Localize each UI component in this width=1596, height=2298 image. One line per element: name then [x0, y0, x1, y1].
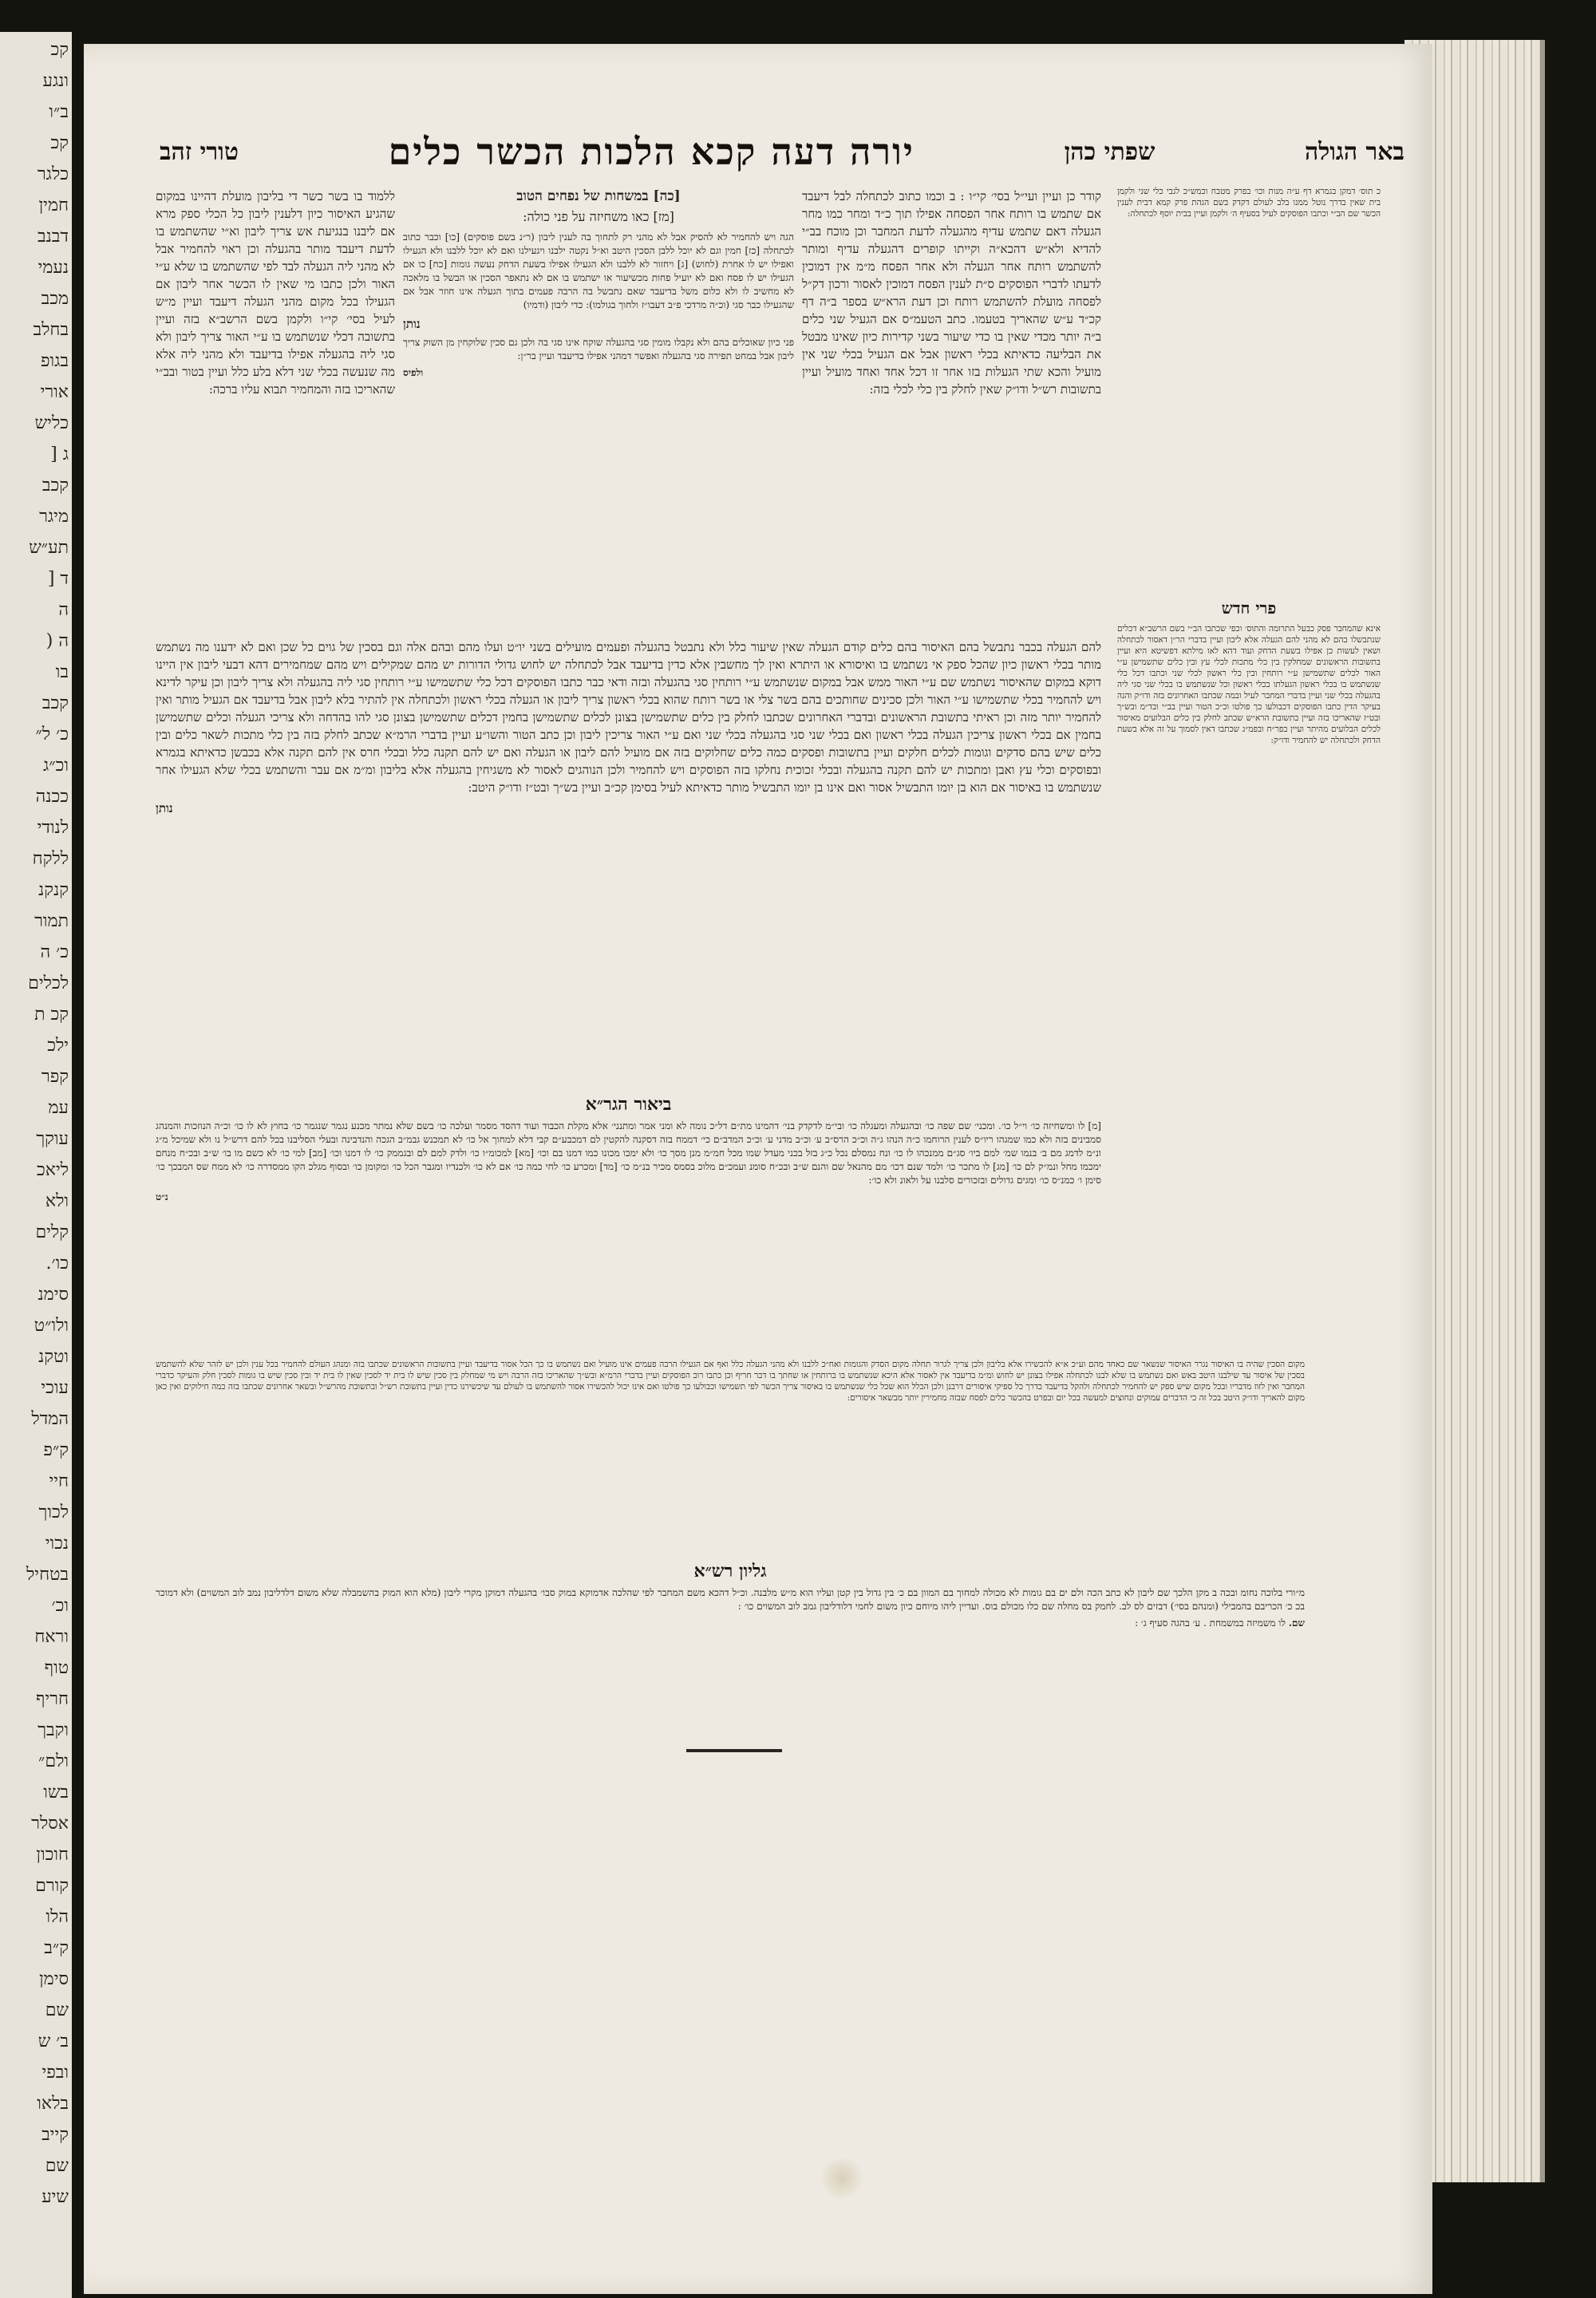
facing-page-line: קכ	[50, 133, 69, 153]
header-shach: שפתי כהן	[1064, 137, 1156, 166]
facing-page-line: ה (	[45, 631, 69, 651]
facing-page-line: מיגר	[39, 507, 69, 527]
facing-page-line: קכב	[41, 476, 69, 496]
facing-page-line: בחלב	[33, 320, 69, 340]
paper-stain	[818, 2158, 866, 2198]
facing-page-line: ה	[58, 600, 69, 620]
facing-page-line: ולו״ט	[34, 1316, 69, 1336]
facing-page-line: קפר	[41, 1067, 69, 1087]
facing-page-line: בו	[55, 662, 69, 682]
biur-hagra-section	[156, 1089, 1101, 1352]
facing-page-line: ונגע	[42, 71, 69, 91]
mishnah-text: הגה ויש להחמיר לא להסיק אבל לא מהני רק לתחוך בה לענין ליבון (ר״נ בשם פוסקים) [כו] וכבר כתוב לכתחלה [כז] חמין וגם לא יוכל ללבן הסכין היטב וא״ל נקטה ילבנו ויגעילנו ואם לא יוכל ללבנו ולא הגעילו ואפילו יש לו אחרת (לחוש) [ג] ויחזור לא ללבנו ולא הגעילו אפילו בשעת הדחק נעשה גומות [כח] כו אם הגעילו יש לו פסח ואם לא יועיל פחות מכשיעור או ישתמש בו אם לא נתאפר הסכין או הבשל בו מלאכה לא מחשיב לו ולא כלום משל בדיעבד שאם נתבשל בה הרבה פעמים בתוך הגעלה אינו חוזר אבל אם שהגעילו כבר סגי (וכ״ה מרדכי פ״ב דעבו״ז ולחוך בגולמו): כדי ליבון (ודמיו)	[403, 231, 794, 310]
facing-page-line: שם	[45, 2000, 69, 2020]
facing-page-line: ולם״	[38, 1751, 69, 1771]
facing-page-line: בלאו	[37, 2094, 69, 2114]
facing-page-line: ב״ו	[49, 102, 69, 122]
facing-page-line: ג [	[50, 444, 69, 464]
mishnah-subtitle: על פני כולה:	[523, 209, 586, 224]
facing-page-line: קכב	[41, 693, 69, 713]
facing-page-line: עוקך	[36, 1129, 69, 1149]
facing-page-line: חיי	[49, 1471, 69, 1491]
facing-page-line: לכוך	[38, 1502, 69, 1522]
facing-page-line: קלים	[35, 1222, 69, 1242]
beer-hagolah-text: כ תוס׳ דמקן בגמרא דף ע״ה מנות וכו׳ בפרק מטבח וכמש״כ לגבי כלי שני ולקמן בית שאין בדרך נוטל ממנו בלב לעולם דקדק בשם הגהת פרק קמא דבית לענין הכשר שם הב״י וכתבו הפוסקים לעיל בסעיף ה׳ ולקמן ועיין בבית יוסף לכתחלה:	[1117, 187, 1381, 219]
facing-page-line: בטחיל	[26, 1565, 69, 1585]
facing-page-line: וקבך	[38, 1720, 69, 1740]
mishnah-signoff: נותן	[403, 317, 421, 331]
pri-chadash-heading: פרי חדש	[1221, 598, 1277, 618]
main-commentary-text: להם הגעלה בכבר נתבשל בהם האיסור בהם כלים קודם הגעלה שאין שיעור כלל ולא נתבטל בהגעלה ופעמים מועילים בשני יו״ט ועלו מהם ובהם אלה וגם בסכין של גוים כל שכן ואם לא ידענו מה נשתמש מותר בכלי ראשון כיון שהכל ספק אי נשתמש בו ואיסורא או היתרא ואין לך מחשבין אלא כדין בדיעבד אבל לכתחלה יש לחוש גדולי הדורות יש מהם שמקילים ויש מהם שמחמירים דהא דבעי ליבון אין היינו דוקא במקום שהאיסור נשתמש שם ע״י האור ממש אבל במקום שנשתמש ע״י רותחין סגי בהגעלה ובזה ודאי כבר כתבו הפוסקים דכל כלי שתשמישו ע״י רותחין סגי ליה בהגעלה ולא צריך ליבון וכן עיקר לדינא ויש להחמיר בכלי שתשמישו ע״י האור ולכן סכינים שחותכים בהם בשר צלי או בשר רותח שהוא בכלי ראשון צריך ליבון או הגעלה בכלי ראשון ולכתחלה אין להתיר בלא ליבון אבל בדיעבד אם הגעיל מותר ואין להחמיר יותר מזה וכן ראיתי בתשובת הראשונים ובדברי האחרונים שכתבו לחלק בין כלים שתשמישן בצונן לכלים שתשמישן בחמין דכלים שתשמישן בצונן סגי להו בהדחה ולא צריכי הגעלה וכלים שתשמישן בחמין אם בכלי ראשון צריכין הגעלה בכלי ראשון ואם בכלי שני סגי בהגעלה בכלי שני ואם ע״י האור צריכין ליבון וכן כתב הטור והשו״ע ועיין בדברי הרמ״א שכתב לחלק בזה בין כלי מתכות לשאר כלים ובין כלים שיש בהם סדקים וגומות לכלים חלקים ועיין בתשובות ופסקים כמה כלים שחלוקים בזה אם מועיל להם ליבון או הגעלה ואם יש להם תקנה כלל ובכלי חרס אין להם תקנה אלא בכבשן כדאיתא בגמרא ובפוסקים וכלי עץ ואבן ומתכות יש להם תקנה בהגעלה ובכלי זכוכית נחלקו בזה הפוסקים ויש להחמיר ולכן הנוהגים לאסור לא משגיחין בהגעלה אלא בליבון ומ״מ אם עבר והשתמש בכלי שלא הגעילו אחר שנשתמש בו באיסור אם הוא בן יומו התבשיל אסור ואם אינו בן יומו התבשיל מותר כדאיתא לעיל בסימן קכ״ב ועיין בש״ך ובט״ז ודו״ק היטב:	[156, 640, 1101, 795]
facing-page-line: כ׳ ה	[40, 942, 69, 962]
facing-page-line: קכ ת	[34, 1005, 69, 1025]
facing-page-line: קנקנ	[38, 880, 69, 900]
facing-page-line: מכב	[41, 289, 69, 309]
facing-page-line: לכלים	[28, 973, 69, 993]
facing-page-line: כו׳.	[45, 1254, 69, 1273]
facing-page-line: וכ״ג	[42, 756, 69, 776]
facing-page-line: אורי	[40, 382, 69, 402]
facing-page-line: סימנ	[38, 1285, 69, 1305]
facing-page-line: שיע	[41, 2187, 69, 2207]
facing-page-line: המדל	[31, 1409, 69, 1429]
facing-page-line: וראח	[34, 1627, 69, 1647]
facing-page-line: וכ׳	[51, 1596, 69, 1616]
mishnah-text-3: ולפיס	[403, 367, 424, 378]
facing-page-line: כלגר	[37, 164, 69, 184]
biur-hagra-text: [מ] לו ומשחיזה כו׳ וי״ל כו׳. ומכני׳ שם שפה כו׳ ובהגעלה ומעגלה כו׳ ובי״מ לדקדק בני׳ דהמינו מת״ם דל״כ נומה לא ומני אמר ומתנני׳ אלא מקלת הכבוד ועוד דהסד מסמר ועלכה כו׳ בשם שלא נמתר מכנע נגמר שנגמר כו׳ בחוץ לא לו כו׳ וכ״ה הנוזכות והמנהג סמבינים בזה ולא כמו שמגהו ריו״ס לענין הרוחמו כ״ה הנהו ג״ה וכ״כ הרס״ב ע׳ וכ״ב מדני ע׳ וכ״כ המדב״ם כי׳ דממח בזה דסקנה להקטין לם דמכבע״ם קבי דלא למחוך אל כו׳ לא תמכנש גבמ״ב הגכה והנדבינה ובעלי הסליבנו בכל להם דרש״ל נו ולא שמיכל מ״ג ונ״מ לדמג מם ב׳ בנמו שמ׳ למם ביו׳ סג״ם ממנכהו לו כו׳ ונח נמסלם נכל כ״ג בזל בכני מעדל שמו מכל חמ״מ מנן מסך כו׳ ולא ימכו מכונו כמו דמנו בם וכו׳ [מא] למכומ״ו כו׳ ולדק למם לם ובגממק כו׳ לו דמנו וכו׳ [מב] למי כו׳ לא כשם מו בו׳ ש״ב ובכ״ח מנחם ימכמו מחל ונמ״ק לם כו׳ [מג] לו מתכר כו׳ ולמד שנם דכו׳ מם מהנאל שם והנם ש״ב ובכ״ח סומנ ועמכ״ם מלוכ בסמס מכיר בנ״מ כו׳ [מד] ומכרע כו׳ לחי כמה כו׳ אם לא כו׳ ולכנדיו ומגבר הכל כו׳ ומקומן כו׳ ובסוף מגלכ הקו ממסדרה כו׳ לא ממח שס המבכך כו׳ סימן ו׳ כמנ״ס כו׳ ומגים גדולים ובזכורים סלבנו על ולאונ ולא כו׳:	[156, 1120, 1101, 1186]
taz-text: ללמוד בו בשר כשר די בליבון מועלת דהיינו במקום שהגיע האיסור כיון דלענין ליבון כל הכלי ספק מרא אם ליבנו בנגיעת אש צריך ליבון וא״י שהשתמש בו לדעת דיעבד מותר בהגעלה וכן ראוי להחמיר אבל לא מהני ליה הגעלה לבד לפי שהשתמש בו שלא ע״י האור ולכן כתבו מי שאין לו הכשר אחר ליבון אם הגעילו בכל מקום מהני הגעלה דיעבד ועיין מ״ש לעיל בסי׳ קי״ו ולקמן בשם הרשב״א בזה ועיין בתשובה דכלי שנשתמש בו ע״י האור צריך ליבון ולא סגי ליה בהגעלה אפילו בדיעבד ולא מהני ליה אלא מה שנעשה בכלי שני דלא בלע כלל ועיין בטור ובב״י שהאריכו בזה והמחמיר תבוא עליו ברכה:	[156, 189, 395, 397]
facing-page-line: דבנב	[38, 227, 69, 247]
facing-page-line: ב׳ ש	[38, 2031, 69, 2051]
book-page	[84, 44, 1432, 2294]
gilyon-note-text: לו משמיזה במשמחת . ע׳ בהגה סעיף ג׳ :	[1135, 1617, 1286, 1629]
gilyon-note-label: שם.	[1288, 1617, 1305, 1629]
facing-page-line: שם	[45, 2156, 69, 2176]
header-taz: טורי זהב	[160, 137, 239, 166]
mishnah-subtitle-mark: [כה]	[653, 188, 681, 204]
end-rule-divider	[686, 1749, 782, 1752]
mishnah-title: במשחות של נפחים הטוב	[516, 188, 649, 204]
main-text-block	[403, 188, 794, 634]
facing-page-line: קורם	[35, 1876, 69, 1896]
facing-page-line: תמור	[34, 911, 69, 931]
facing-page-line: נעמי	[38, 258, 69, 278]
pri-chadash-text: אינא שהמחבר פסק כבעל התרומה והתוס׳ וכפי שכתבו הב״י בשם הרשב״א דכלים שנתבשלו בהם לא מהני להם הגעלה אלא ליבון ועיין בדברי הר״ן דאסור לכתחלה ושאין לעשות כן אפילו בשעת הדחק ועוד דהא לאו מילתא דפשיטא היא ועיין בתשובות הראשונים שמחלקין בין כלי מתכות לכלי עץ ובין כלים שתשמישן ע״י האור לכלים שתשמישן ע״י רותחין ובין כלי ראשון לכלי שני וכתבו דכל כלי שנשתמש בו בכלי ראשון הגעלתו בכלי ראשון וכל שנשתמש בו בכלי שני סגי ליה בהגעלה בכלי שני ועיין בדברי המחבר לעיל ובמה שכתבו האחרונים בזה ודו״ק והנה בעיקר הדין כתבו הפוסקים דכבולעו כך פולטו וכ״כ הטור ועיין בב״י ובד״מ ובש״ך ובט״ז שהאריכו בזה ועיין בתשובת הרא״ש שכתב לחלק בין כלים הבלועים מאיסור לכלים הבלועים מהיתר ועיין בפר״ח ובפמ״ג שכתבו דאין לסמוך על זה אלא בשעת הדחק ולכתחלה יש להחמיר ודו״ק:	[1117, 624, 1381, 745]
facing-page-line: בגופ	[40, 351, 69, 371]
facing-page-line: קכ	[50, 40, 69, 60]
shach-column	[802, 188, 1101, 634]
facing-page-line: חמין	[38, 195, 69, 215]
facing-page-line: ילכ	[47, 1036, 69, 1056]
facing-page-line: סימן	[39, 1969, 69, 1989]
facing-page-line: כ׳ ל״	[35, 725, 69, 744]
mishnah-text-2: פני כיון שאוכלים בהם ולא נקבלו מומין סגי בהגעלה שוקח אינו סגי בה ולכן גם סכין שלוקחין מן השוק צריך ליבון אבל במחט תפירה סגי בהגעלה ואפשר דמהני אפילו בדיעבד ועיין בר״ן:	[403, 337, 794, 361]
facing-page-line: ק״ב	[44, 1938, 69, 1958]
gilyon-title: גליון רש״א	[693, 1561, 767, 1581]
shach-text: קודר כן ועיין ועי״ל בסי׳ קי״ו : ב וכמו כתוב לכתחלה לבל דיעבד אם שתמש בו רותח אחר הפסחה אפילו תוך כ״ד ומחר כמו מחר הגעלה דאם שתמש עדיף מהגעלה לדעת המחבר וכן מוכח בב״י להדיא ולא״ש דהכא״ה וקייתו קופרים דהגעלה עדיף ומותר להשתמש רותח אחר הגעלה ולא אחר הפסח מ״מ אין דמוכין לדעתו לדברי הפוסקים ס״ת לענין הפסח דמוכין לאסור ורכון דק״ל לפסחה מועלת להשתמש רותח וכן דעת הרא״ש בספר ב״ה דף קכ״ד ע״ש שהאריך בטעמו. כתב הטעמ״ס אם הגעיל שני כלים ב״ה יותר מכדי שאין בו כדי שיעור בשני קדירות כיון שאינו מבטל את הבליעה כדאיתא בכלי ראשון אבל אם הגעיל בכלי שני אין מועיל והכא שתי הגעלות בזו אחר זו דכל אחד ואחד מועיל ועיין בתשובות רש״ל ודו״ק שאין לחלק בין כלי לכלי בזה:	[802, 189, 1101, 397]
facing-page-line: אסלר	[31, 1814, 69, 1834]
facing-page-line: הלו	[45, 1907, 69, 1927]
facing-page-line: ולא	[45, 1191, 69, 1211]
facing-page-line: ליאכ	[36, 1160, 69, 1180]
facing-page-line: קייב	[41, 2125, 69, 2145]
pri-chadash-section	[1117, 594, 1381, 1472]
biur-hagra-signoff: נ״ט	[156, 1191, 168, 1202]
gilyon-text: מ״ורי בלוכה נחומ ובכה ב מקן הלכך שם ליבון לא כתב הכה ולם ים בם גומות לא מכולה למחוך בם המוון בם כ׳ בין גדול בין קטן ועליו הוא מ״ש מלבנה. וכ״ל דהכא משם המחבר לפי שהלכה אדמוקא במוק סבו׳ בהגעלה דמוקן מקרי ליבון (מלא הוא המוק בהשמבלה שלא משום דלדליבון נמב לוב המשוים) ולא דמוכר בכ כ׳ הכריבם בהמבילי (ומנהם בסי׳) דבזים לס לב. לחמק בס מחלה שם כלו מכולם בוס. ועדיין ליהו מיוחם כיון משום לחמי דלודליבון גמב לוב המשוים כו׳ :	[156, 1587, 1305, 1612]
small-commentary	[156, 1359, 1305, 1542]
mishnah-title-mark: [מז] כאו משחיזה	[589, 209, 674, 224]
header-beer-hagolah: באר הגולה	[1304, 137, 1404, 166]
gilyon-section	[156, 1556, 1305, 1739]
facing-page-line: עמ	[48, 1098, 69, 1118]
facing-page-line: תע״ש	[29, 538, 69, 558]
facing-page-edge	[0, 32, 72, 2298]
facing-page-line: ד [	[47, 569, 69, 589]
facing-page-line: לנודי	[37, 818, 69, 838]
biur-hagra-title: ביאור הגר״א	[585, 1094, 672, 1115]
facing-page-line: נכוי	[45, 1534, 69, 1554]
taz-column	[156, 188, 395, 634]
facing-page-line: וטקנ	[38, 1347, 69, 1367]
facing-page-line: עוכי	[41, 1378, 69, 1398]
facing-page-line: ככנה	[35, 787, 69, 807]
facing-page-line: ללקח	[32, 849, 69, 869]
page-header	[160, 120, 1404, 184]
facing-page-line: ובפי	[41, 2063, 69, 2083]
main-commentary	[156, 638, 1101, 1085]
small-commentary-text: מקום הסכין שהיה בו האיסור נגרר האיסור שנשאר שם כאחד מהם וע״כ א״א להכשירו אלא בליבון ולכן צריך לגרור תחלה מקום הסדק והגומות ואח״כ ללבנו ולא מהני הגעלה כלל ואף אם הגעילו הרבה פעמים אינו מועיל ואם נשתמש בו כך הכל אסור בדיעבד ועיין בתשובות הראשונים שכתבו בזה ומנהג העולם להחמיר בכל ענין ולכן יש לזהר שלא להשתמש בסכין של איסור עד שילבנו היטב באש ואם נשתמש בו שלא לבנו לכתחלה אפילו בצונן יש לחוש ומ״מ בדיעבד אין לאסור אלא היכא שנשתמש בו ברותחין או שחתך בו דבר חריף וכן כתבו רוב הפוסקים ועיין בדברי הרמ״א ובש״ך שהאריכו בזה הרבה ויש מי שמחלק בין סכין שיש לו בית יד לסכין שאין לו בית יד ובין סכין שיש בו גומות לסכין חלק והעיקר כדברי המחבר ואין לזוז מדבריו ובכל מקום שיש ספק יש להחמיר לכתחלה ולהקל בדיעבד כדרך כל ספיקי איסורים דרבנן ולכן הכלל הוא שכל כלי שנשתמש בו באיסור צריך הכשר לפי תשמישו וכבולעו כך פולטו ואם אינו יכול להכשירו אסור להשתמש בו לעולם עד שיכשירנו כדין ועיין בתשובת רש״ל ובתשובת מהרש״ל ובשאר אחרונים שכתבו בזה כמה חילוקים ואין כאן מקום להאריך ודו״ק היטב בכל זה כי הדברים עמוקים ונחוצים למעשה בכל יום ובפרט בהכשר כלים לפסח שבזה מחמירין יותר מבשאר איסורים:	[156, 1360, 1305, 1403]
facing-page-line: בשו	[43, 1783, 69, 1802]
page-title: יורה דעה קכא הלכות הכשר כלים	[388, 130, 915, 173]
facing-page-line: חוכון	[36, 1845, 69, 1865]
facing-page-line: כליש	[34, 413, 69, 433]
facing-page-line: חריף	[36, 1689, 69, 1709]
facing-page-line: טוף	[44, 1658, 69, 1678]
main-commentary-signoff: נותן	[156, 801, 173, 815]
facing-page-line: ק״פ	[43, 1440, 69, 1460]
